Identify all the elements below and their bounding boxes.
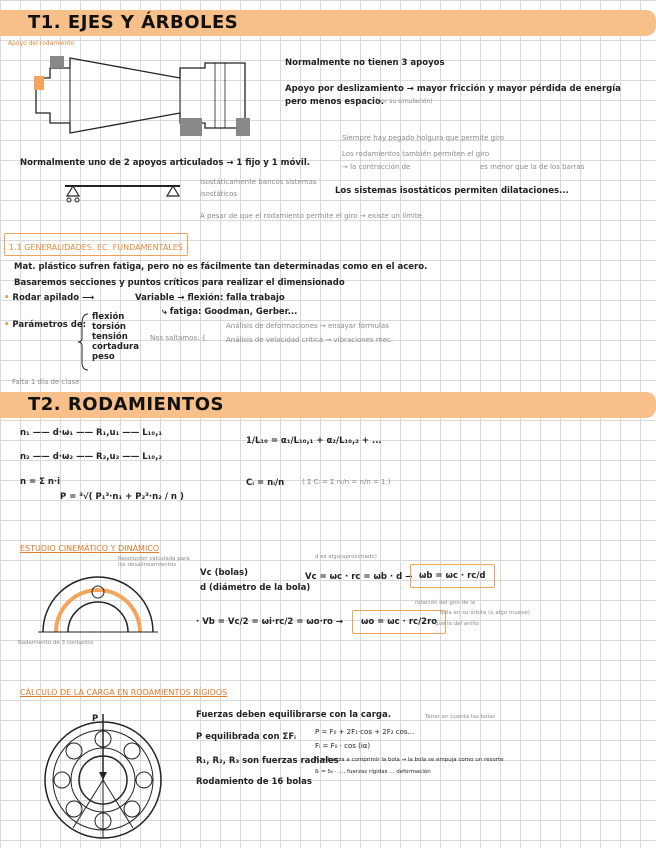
- t1-line2b: pero menos espacio.: [285, 97, 385, 107]
- estudio-heading: ESTUDIO CINEMÁTICO Y DINÁMICO: [20, 544, 160, 553]
- t1-gray1d: es menor que la de los barras: [480, 163, 585, 171]
- t11-line3b: Variable → flexión: falla trabajo: [135, 293, 285, 303]
- param-item: torsión: [92, 322, 126, 332]
- apoyo-label: Apoyo del rodamiento: [8, 40, 75, 47]
- simple-beam-icon: [65, 178, 185, 208]
- t1-gray3: A pesar de que el rodamiento permite el giro → existe un límite.: [200, 212, 425, 220]
- t1-line3: Normalmente uno de 2 apoyos articulados → 1 fijo y 1 móvil.: [20, 158, 310, 168]
- shaft-drawing: [30, 48, 260, 143]
- tiny-note-2: Rodamiento de 3 contactos: [18, 640, 94, 646]
- t1-line2c: (por su simulación): [375, 98, 433, 105]
- t2-eq-ci: Cᵢ = nᵢ/n: [246, 478, 285, 488]
- t2-eq-p: P = ³√( P₁³·n₁ + P₂³·n₂ / n ): [60, 492, 184, 502]
- t2-title: T2. RODAMIENTOS: [28, 394, 224, 415]
- t2-eq-frac: 1/L₁₀ = α₁/L₁₀,₁ + α₂/L₁₀,₂ + ...: [246, 436, 382, 446]
- gray-r2: bola en su órbita (o algo mueve): [440, 610, 530, 616]
- t11-line2: Basaremos secciones y puntos críticos para realizar el dimensionado: [14, 278, 345, 288]
- t1-line4: Los sistemas isostáticos permiten dilataciones...: [335, 186, 569, 196]
- calc-formula-3: Fᵢ → fuerza a comprimir la bola → la bola se empuja como un resorte: [315, 757, 504, 763]
- calc-line1: Fuerzas deben equilibrarse con la carga.: [196, 710, 391, 720]
- load-p-label: P: [92, 714, 99, 724]
- t1-title: T1. EJES Y ÁRBOLES: [28, 12, 239, 33]
- vc-label-2: d (diámetro de la bola): [200, 583, 311, 593]
- t11-gray-item-2: Análisis de velocidad crítica → vibraciones mec.: [226, 336, 394, 344]
- calc-line2: P equilibrada con ΣFᵢ: [196, 732, 296, 742]
- t11-line1: Mat. plástico sufren fatiga, pero no es fácilmente tan determinadas como en el acero.: [14, 262, 428, 272]
- calc-heading: CÁLCULO DE LA CARGA EN RODAMIENTOS RÍGIDOS: [20, 688, 228, 697]
- vb-result-box: ωo = ωc · rc/2ro: [352, 610, 446, 634]
- t11-gray-label: Nos saltamos: {: [150, 334, 207, 342]
- vc-equation: Vc = ωc · rc = ωb · d →: [305, 572, 413, 582]
- vc-result-box: ωb = ωc · rc/d: [410, 564, 495, 588]
- t11-line3a: • Rodar apilado ⟶: [4, 293, 95, 303]
- t11-gray-item-1: Análisis de deformaciones → ensayar fórmulas: [226, 322, 389, 330]
- t1-line2a: Apoyo por deslizamiento → mayor fricción y mayor pérdida de energía: [285, 84, 621, 94]
- calc-line3: R₁, R₂, R₃ son fuerzas radiales: [196, 756, 339, 766]
- t11-line3c: ⤷ fatiga: Goodman, Gerber...: [162, 307, 298, 317]
- vb-equation: · Vb = Vc/2 = ωi·rc/2 = ωo·ro →: [196, 617, 343, 627]
- t1-gray1a: Siempre hay pegado holgura que permite giro: [342, 134, 505, 142]
- param-item: flexión: [92, 312, 125, 322]
- t2-eq1: n₁ —— d·ω₁ —— R₁,u₁ —— L₁₀,₁: [20, 428, 163, 438]
- gray-r3: que la del anillo: [435, 621, 479, 627]
- bearing-half-ring: [38, 570, 158, 640]
- vc-label-1: Vc (bolas): [200, 568, 248, 578]
- t1-gray2b: isostáticos: [200, 190, 238, 198]
- params-list: [92, 312, 139, 362]
- calc-formula-2: Fᵢ = F₀ · cos (iα): [315, 742, 371, 750]
- t1-line1: Normalmente no tienen 3 apoyos: [285, 58, 445, 68]
- param-item: cortadura: [92, 342, 139, 352]
- bearing-block-right: [180, 118, 202, 136]
- gray-r1: rotación del giro de la: [415, 600, 476, 606]
- calc-line4: Rodamiento de 16 bolas: [196, 777, 312, 787]
- calc-formula-1: P = F₀ + 2F₁·cos + 2F₂ cos...: [315, 728, 415, 736]
- calc-note: Tener en cuenta las bolas: [425, 714, 496, 720]
- t1-gray2a: Isostáticamente bancos sistemas: [200, 178, 317, 186]
- t1-gray1c: → la contracción de: [342, 163, 411, 171]
- bearing-full: [28, 718, 188, 843]
- t11-footer: Falta 1 día de clase: [12, 378, 80, 386]
- t1-gray1b: Los rodamientos también permiten el giro: [342, 150, 490, 158]
- param-item: tensión: [92, 332, 128, 342]
- t11-param-label: • Parámetros de:: [4, 320, 87, 330]
- calc-formula-4: δᵢ = δ₀ · ..., fuerzas rígidas ... deformación: [315, 769, 431, 775]
- t2-eq3: n = Σ n·i: [20, 477, 61, 487]
- vc-note: d es algo(aproximado): [315, 554, 377, 560]
- t2-eq-gray: ( Σ Cᵢ = Σ nᵢ/n = n/n = 1 ): [302, 478, 391, 486]
- params-brace: [80, 312, 90, 372]
- t2-eq2: n₂ —— d·ω₂ —— R₂,u₂ —— L₁₀,₂: [20, 452, 163, 462]
- param-item: peso: [92, 352, 115, 362]
- tiny-note-1: Resolución calculada para los desalineamientos: [118, 556, 190, 568]
- t11-heading: 1.1 GENERALIDADES. EC. FUNDAMENTALES: [4, 233, 188, 256]
